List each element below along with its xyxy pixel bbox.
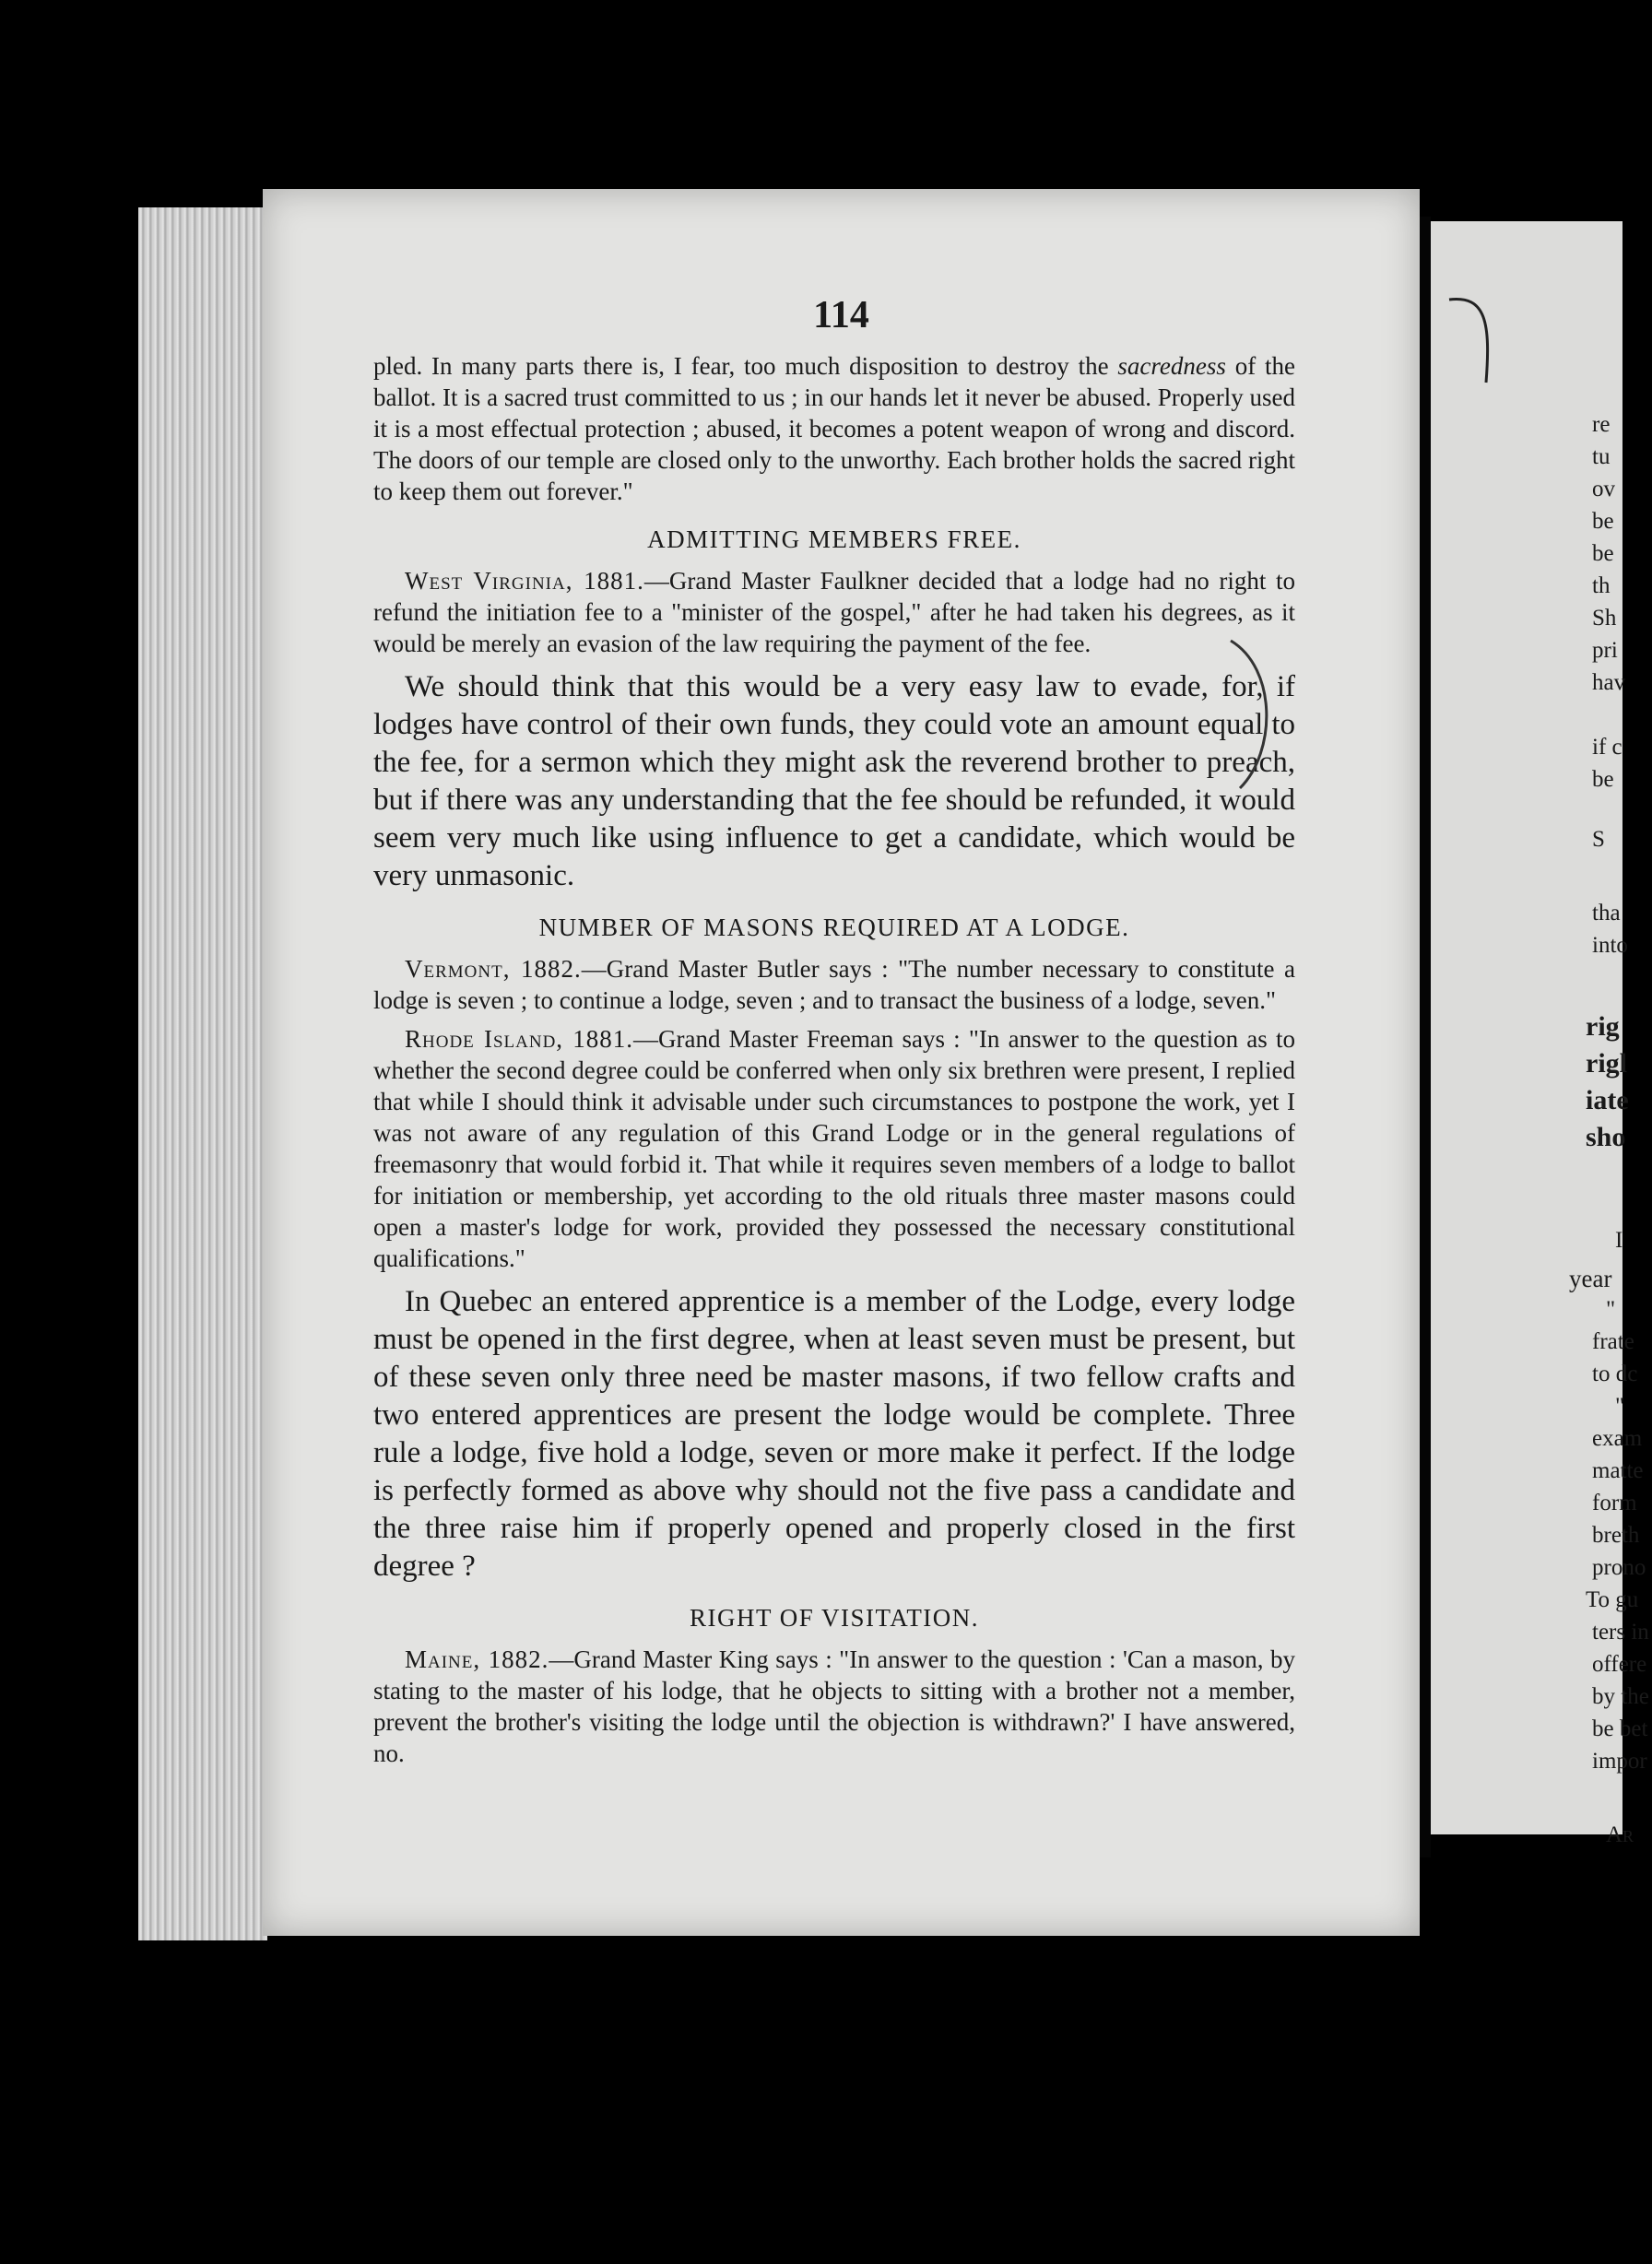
- right-fragment: ": [1615, 1394, 1625, 1419]
- paragraph-rhode-island: [373, 1023, 1295, 1274]
- paragraph-vermont: [373, 953, 1295, 1016]
- paragraph-commentary-quebec: In Quebec an entered apprentice is a member of the Lodge, every lodge must be opened in the first degree, when at least seven must be present, but of these seven only three need be master masons, if two fellow crafts and two entered apprentices are present the lodge would be complete. Three rule a lodge, five hold a lodge, seven or more make it perfect. If the lodge is perfectly formed as above why should not the five pass a candidate and the three raise him if properly opened and properly closed in the first degree ?: [373, 1285, 1295, 1583]
- ri-text: —Grand Master Freeman says : "In answer to the question as to whether the second degree could be conferred when only six brethren were present, I replied that while I should think it advisable under such circumstances to postpone the work, yet I was not aware of any regulation of this Grand Lodge or in the general regulations of freemasonry that would forbid it. That while it requires seven members of a lodge to ballot for initiation or membership, yet according to the old rituals three master masons could open a master's lodge for work, provided they possessed the necessary constitutional qualifications.": [373, 1025, 1295, 1272]
- book-gutter: [1420, 217, 1431, 1857]
- right-fragment: matte: [1592, 1458, 1644, 1483]
- wv-lead: West Virginia, 1881.: [405, 567, 644, 595]
- right-fragment: sho: [1586, 1122, 1626, 1152]
- me-lead: Maine, 1882.: [405, 1645, 549, 1673]
- heading-right-of-visitation: RIGHT OF VISITATION.: [689, 1604, 980, 1632]
- heading-admitting-members-free: ADMITTING MEMBERS FREE.: [647, 525, 1021, 553]
- right-fragment: Ar: [1606, 1822, 1634, 1847]
- wv-text: —Grand Master Faulkner decided that a lodge had no right to refund the initiation fee to a "minister of the gospel," after he had taken his degrees, as it would be merely an evasion of the law requiring the payment of the fee.: [373, 567, 1295, 657]
- ballot-emphasis: sacredness: [1117, 352, 1226, 380]
- right-fragment: th: [1592, 573, 1611, 598]
- right-fragment: prono: [1592, 1555, 1646, 1580]
- page-content: [373, 350, 1295, 1769]
- right-fragment: tu: [1592, 444, 1611, 469]
- right-fragment: iate: [1586, 1085, 1629, 1115]
- right-fragment: pri: [1592, 638, 1618, 663]
- right-fragment: form: [1592, 1491, 1637, 1515]
- right-fragment: exam: [1592, 1426, 1643, 1451]
- right-fragment: rigl: [1586, 1048, 1627, 1079]
- paragraph-commentary-fee: We should think that this would be a very easy law to evade, for, if lodges have control of their own funds, they could vote an amount equal to the fee, for a sermon which they might ask the reverend brother to preach, but if there was any understanding that the fee should be refunded, it would seem very much like using influence to get a candidate, which would be very unmasonic.: [373, 670, 1295, 892]
- right-fragment: ov: [1592, 477, 1615, 501]
- right-fragment: re: [1592, 412, 1611, 437]
- pencil-bracket-mark: [1212, 456, 1314, 807]
- right-fragment: ters in: [1592, 1620, 1649, 1645]
- right-fragment: be: [1592, 767, 1614, 792]
- heading-number-of-masons: NUMBER OF MASONS REQUIRED AT A LODGE.: [538, 914, 1130, 941]
- book-page-edges: [138, 207, 267, 1940]
- vt-text: —Grand Master Butler says : "The number necessary to constitute a lodge is seven ; to continue a lodge, seven ; and to transact the business of a lodge, seven.": [373, 955, 1295, 1014]
- right-fragment: To gu: [1586, 1587, 1639, 1612]
- right-fragment: frate: [1592, 1329, 1634, 1354]
- ballot-text-1: pled. In many parts there is, I fear, too much disposition to destroy the: [373, 352, 1118, 380]
- me-text: —Grand Master King says : "In answer to the question : 'Can a mason, by stating to the master of his lodge, that he objects to sitting with a brother not a member, prevent the brother's visiting the lodge until the objection is withdrawn?' I have answered, no.: [373, 1645, 1295, 1767]
- ri-lead: Rhode Island, 1881.: [405, 1025, 633, 1053]
- right-fragment: if c: [1592, 735, 1622, 760]
- right-fragment: by the: [1592, 1684, 1649, 1709]
- ballot-text-2: of the ballot. It is a sacred trust committed to us ; in our hands let it never be abused. Properly used it is a most effectual protection ; abused, it becomes a potent weapon of wrong and discord. The doors of our temple are closed only to the unworthy. Each brother holds the sacred right to keep them out forever.": [373, 352, 1295, 505]
- right-fragment: impor: [1592, 1749, 1647, 1774]
- right-fragment: I: [1615, 1228, 1623, 1253]
- paragraph-ballot: [373, 350, 1295, 507]
- vt-lead: Vermont, 1882.: [405, 955, 582, 983]
- right-fragment: Sh: [1592, 606, 1617, 631]
- paragraph-west-virginia: [373, 565, 1295, 659]
- paragraph-maine: [373, 1644, 1295, 1769]
- right-fragment: be: [1592, 541, 1614, 566]
- right-page: [1431, 221, 1649, 1847]
- right-fragment: breth: [1592, 1523, 1640, 1548]
- right-fragment: ": [1606, 1297, 1616, 1322]
- right-fragment: be: [1592, 509, 1614, 534]
- left-page: [263, 189, 1420, 1936]
- right-fragment: be bet: [1592, 1716, 1648, 1741]
- right-page-bracket-mark: [1449, 295, 1504, 387]
- right-fragment: tha: [1592, 901, 1621, 926]
- right-fragment: into: [1592, 933, 1628, 958]
- right-fragment: hav: [1592, 670, 1626, 695]
- right-fragment: year: [1569, 1265, 1612, 1292]
- right-fragment: S: [1592, 827, 1605, 852]
- right-fragment: offere: [1592, 1652, 1647, 1677]
- page-number: 114: [813, 294, 869, 336]
- right-fragment: to dc: [1592, 1362, 1638, 1386]
- right-fragment: rig: [1586, 1011, 1620, 1042]
